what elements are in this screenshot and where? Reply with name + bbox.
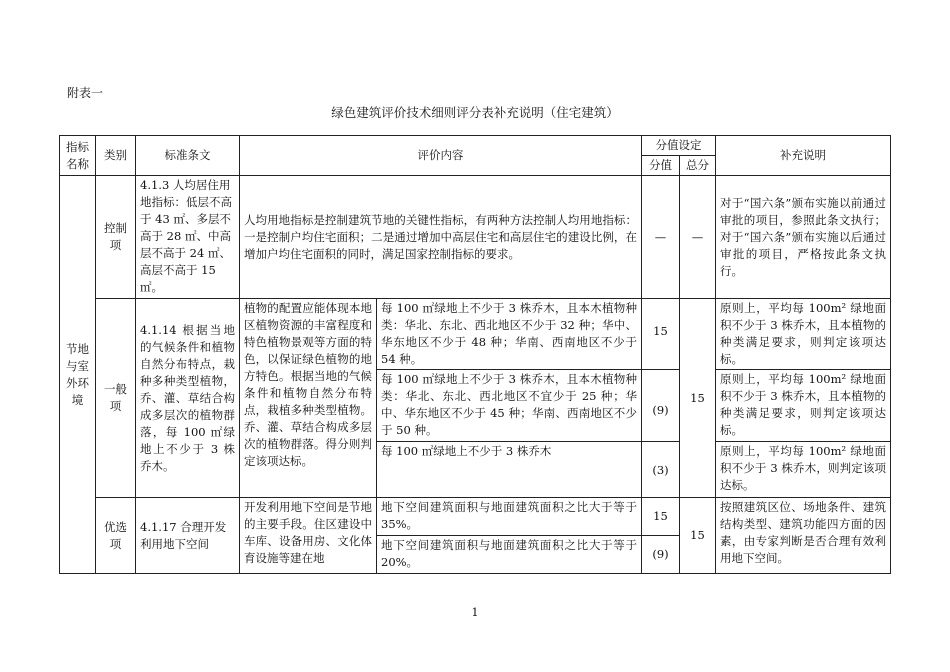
header-score: 分值 — [642, 156, 680, 176]
score-general-sub-1: 15 — [642, 299, 680, 370]
standard-control: 4.1.3 人均居住用地指标：低层不高于 43 ㎡、多层不高于 28 ㎡、中高层不高于 24 ㎡、高层不高于 15 ㎡。 — [136, 176, 240, 299]
content-preferred-main: 开发利用地下空间是节地的主要手段。住区建设中车库、设备用房、文化体育设施等建在地 — [240, 498, 377, 574]
note-preferred: 按照建筑区位、场地条件、建筑结构类型、建筑功能四方面的因素，由专家判断是否合理有效利用地下空间。 — [716, 498, 891, 574]
category-general: 一般项 — [96, 299, 136, 498]
note-control: 对于“国六条”颁布实施以前通过审批的项目，参照此条文执行；对于“国六条”颁布实施以后通过审批的项目，严格按此条文执行。 — [716, 176, 891, 299]
content-preferred-sub-1: 地下空间建筑面积与地面建筑面积之比大于等于 35%。 — [377, 498, 642, 536]
header-content: 评价内容 — [240, 136, 642, 176]
content-general-main: 植物的配置应能体现本地区植物资源的丰富程度和特色植物景观等方面的特色，以保证绿色植物的地方特色。根据当地的气候条件和植物自然分布特点，栽植多种类型植物。乔、灌、草结合构成多层次的植物群落。得分则判定该项达标。 — [240, 299, 377, 498]
content-preferred-sub-2: 地下空间建筑面积与地面建筑面积之比大于等于 20%。 — [377, 536, 642, 574]
header-total: 总分 — [680, 156, 716, 176]
score-general-sub-3: (3) — [642, 442, 680, 498]
score-preferred-sub-1: 15 — [642, 498, 680, 536]
total-control: — — [680, 176, 716, 299]
content-general-sub-3: 每 100 ㎡绿地上不少于 3 株乔木 — [377, 442, 642, 498]
document-title: 绿色建筑评价技术细则评分表补充说明（住宅建筑） — [331, 105, 619, 120]
note-general-sub-3: 原则上，平均每 100m² 绿地面积不少于 3 株乔木，则判定该项达标。 — [716, 442, 891, 498]
content-general-sub-2: 每 100 ㎡绿地上不少于 3 株乔木，且本木植物种类：华北、东北、西北地区不宜少于 25 种；华中、华东地区不少于 45 种；华南、西南地区不少于 50 种。 — [377, 370, 642, 442]
header-score-setting: 分值设定 — [642, 136, 716, 156]
category-control: 控制项 — [96, 176, 136, 299]
header-category: 类别 — [96, 136, 136, 176]
note-general-sub-2: 原则上，平均每 100m² 绿地面积不少于 3 株乔木，且本植物的种类满足要求，则判定该项达标。 — [716, 370, 891, 442]
header-notes: 补充说明 — [716, 136, 891, 176]
category-preferred: 优选项 — [96, 498, 136, 574]
header-standard: 标准条文 — [136, 136, 240, 176]
appendix-label: 附表一 — [67, 86, 104, 100]
scoring-table — [59, 135, 891, 574]
standard-preferred: 4.1.17 合理开发利用地下空间 — [136, 498, 240, 574]
content-general-sub-1: 每 100 ㎡绿地上不少于 3 株乔木，且本木植物种类：华北、东北、西北地区不少于 32 种；华中、华东地区不少于 48 种；华南、西南地区不少于 54 种。 — [377, 299, 642, 370]
indicator-name: 节地与室外环境 — [60, 176, 96, 574]
header-indicator: 指标名称 — [60, 136, 96, 176]
score-control: — — [642, 176, 680, 299]
total-preferred: 15 — [680, 498, 716, 574]
note-general-sub-1: 原则上，平均每 100m² 绿地面积不少于 3 株乔木，且本植物的种类满足要求，则判定该项达标。 — [716, 299, 891, 370]
standard-general: 4.1.14 根据当地的气候条件和植物自然分布特点，栽种多种类型植物，乔、灌、草结合构成多层次的植物群落，每 100 ㎡绿地上不少于 3 株乔木。 — [136, 299, 240, 498]
content-control: 人均用地指标是控制建筑节地的关键性指标，有两种方法控制人均用地指标：一是控制户均住宅面积；二是通过增加中高层住宅和高层住宅的建设比例，在增加户均住宅面积的同时，满足国家控制指标的要求。 — [240, 176, 642, 299]
score-preferred-sub-2: (9) — [642, 536, 680, 574]
page-number: 1 — [471, 606, 479, 619]
score-general-sub-2: (9) — [642, 370, 680, 442]
total-general: 15 — [680, 299, 716, 498]
